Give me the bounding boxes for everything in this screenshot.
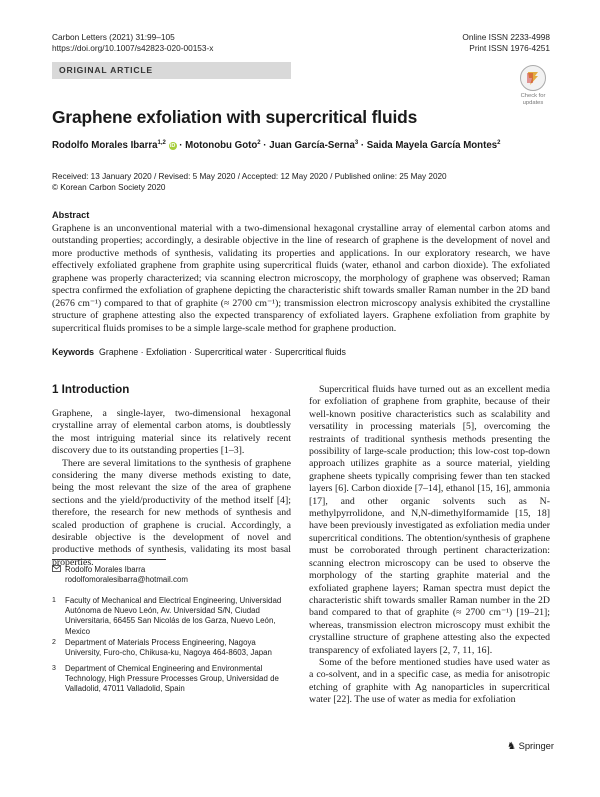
paragraph: Some of the before mentioned studies have used water as a co-solvent, and in a specific case, as media for anisotropic etching of graphite with Ag nanoparticles in supercritical water [22]. The use of water as media for exfoliation	[309, 656, 550, 706]
publisher-logo: ♞ Springer	[507, 740, 555, 752]
online-issn: Online ISSN 2233-4998	[462, 32, 550, 42]
keywords-label: Keywords	[52, 347, 95, 357]
left-column	[52, 408, 291, 569]
author-name[interactable]: Rodolfo Morales Ibarra	[52, 140, 158, 152]
abstract-text: Graphene is an unconventional material with a two-dimensional hexagonal crystalline array of elemental carbon atoms and outstanding properties; accordingly, a desirable objective in the line of research of graphene is the development of novel and more productive methods of synthesis, validating its properties and applications. In our exploratory research, we have effectively exfoliated graphene from graphite using supercritical fluids (water, ethanol and carbon dioxide). The exfoliated graphene was properly characterized; via scanning electron microscopy, the morphology of graphene was observed; Raman spectra confirmed the exfoliation of graphene depicting the characteristic shift towards smaller Raman number in the 2D band (2676 cm⁻¹) compared to that of graphite (≈ 2700 cm⁻¹); transmission electron microscopy analysis exhibited the crystalline structure of graphene attesting also the expected transparency of exfoliated layers. Graphene exfoliation from graphite by supercritical fluids promises to be a simple large-scale method for graphene production.	[52, 223, 550, 334]
author-name[interactable]: Juan García-Serna	[269, 140, 355, 152]
abstract-heading: Abstract	[52, 210, 90, 220]
section-heading: 1 Introduction	[52, 383, 130, 396]
paragraph: Supercritical fluids have turned out as an excellent media for exfoliation of graphene from graphite, because of their well-known positive characteristics such as scalability and versatility in processing materials [5], overcoming the restraints of traditional synthesis methods presenting the possibility of large-scale production; this low-cost top-down approach utilizes graphite as a source material, yielding graphene sheets typically comprising fewer than ten stacked layers [6]. Carbon dioxide [7–14], ethanol [15, 16], ammonia [17], and other organic solvents such as N-methylpyrrolidone, and N,N-dimethylformamide [15, 18] have been previously investigated as exfoliation media under supercritical conditions. The obtention/synthesis of graphene must be corroborated through pertinent characterization: scanning electron microscopy can be used to observe the morphology of the starting graphite material and the exfoliated graphene layers; Raman spectra must depict the characteristic shift towards smaller Raman number in the 2D band compared to that of graphite (≈ 2700 cm⁻¹) [19–21]; whereas, transmission electron microscopy must exhibit the crystalline structure of graphene attesting also the expected transparency of exfoliated layers [2, 7, 11, 16].	[309, 384, 550, 656]
paragraph: There are several limitations to the synthesis of graphene considering the many diverse methods existing to date, being the most relevant the size of the area of graphene sections and the yield/productivity of the method itself [4]; therefore, the research for new methods of synthesis and scaled production of graphene is crucial. Accordingly, a desirable objective is the development of novel and productive methods of synthesis, validating its most basal properties.	[52, 457, 291, 568]
paragraph: Graphene, a single-layer, two-dimensional hexagonal crystalline array of elemental carbon atoms, is doubtlessly the most intriguing material since its relatively recent discovery due to its outstanding properties [1–3].	[52, 408, 291, 457]
check-updates-label: Check for updates	[520, 93, 546, 106]
affiliation-3: 3 Department of Chemical Engineering and Environmental Technology, High Pressure Processes Group, Universidad de Valladolid, 47011 Valladolid, Spain	[52, 664, 279, 694]
orcid-icon[interactable]: iD	[169, 143, 176, 150]
contact-email[interactable]: rodolfomoralesibarra@hotmail.com	[65, 575, 188, 585]
corresponding-author	[52, 565, 291, 585]
print-issn: Print ISSN 1976-4251	[469, 43, 550, 53]
keywords	[52, 347, 346, 357]
contact-name: Rodolfo Morales Ibarra	[65, 565, 146, 574]
author-list: Rodolfo Morales Ibarra$^{1,2}$ iD · Motonobu Goto$^2$ · Juan García-Serna$^3$ · Saida Mayela García Montes$^2$	[52, 140, 501, 152]
footnote-divider	[52, 559, 166, 560]
doi-link[interactable]: https://doi.org/10.1007/s42823-020-00153-x	[52, 43, 214, 53]
check-for-updates-button[interactable]	[515, 65, 551, 106]
check-updates-icon	[520, 65, 546, 91]
affiliation-2: 2 Department of Materials Process Engineering, Nagoya University, Furo-cho, Chikusa-ku, Nagoya 464-8603, Japan	[52, 638, 272, 658]
envelope-icon	[52, 565, 61, 576]
publication-dates: Received: 13 January 2020 / Revised: 5 May 2020 / Accepted: 12 May 2020 / Published online: 25 May 2020 © Korean Carbon Society 2020	[52, 172, 447, 192]
article-title: Graphene exfoliation with supercritical fluids	[52, 107, 418, 127]
author-name[interactable]: Saida Mayela García Montes	[366, 140, 498, 152]
springer-horse-icon: ♞	[507, 741, 516, 752]
right-column	[309, 384, 550, 707]
author-name[interactable]: Motonobu Goto	[185, 140, 258, 152]
journal-citation: Carbon Letters (2021) 31:99–105	[52, 32, 175, 42]
affiliation-1: 1 Faculty of Mechanical and Electrical Engineering, Universidad Autónoma de Nuevo León, Av. Universidad S/N, Ciudad Universitaria, 66455 San Nicolás de los Garza, Nuevo León, Mexico	[52, 596, 282, 636]
article-type-banner: ORIGINAL ARTICLE	[52, 62, 291, 79]
keywords-list: Graphene · Exfoliation · Supercritical water · Supercritical fluids	[99, 347, 346, 357]
